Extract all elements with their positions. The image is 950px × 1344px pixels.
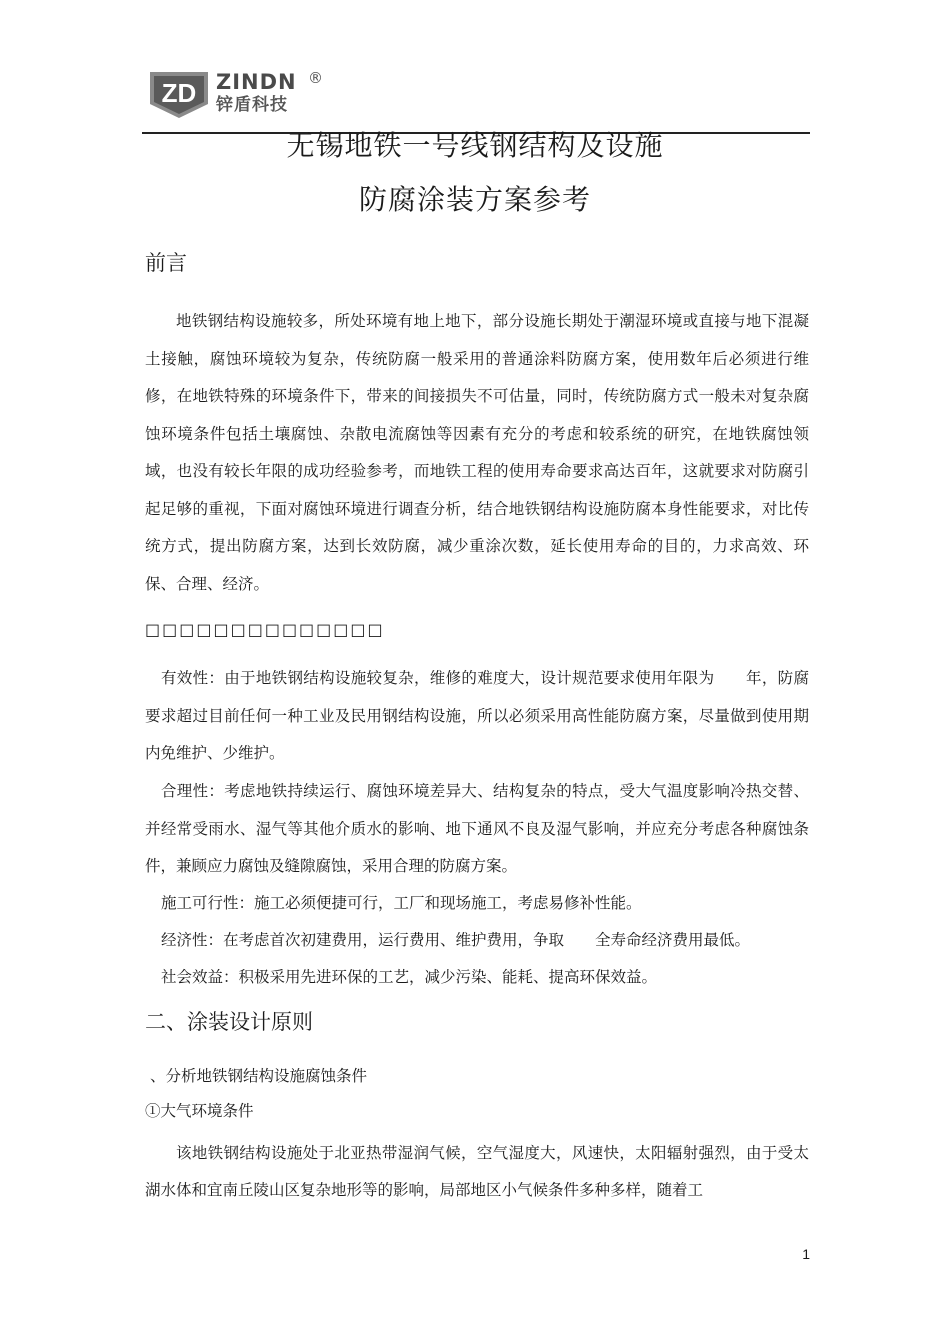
- company-logo: [146, 70, 336, 126]
- svg-text:ZD: ZD: [161, 78, 197, 108]
- feasibility-paragraph: 施工可行性：施工必须便捷可行，工厂和现场施工，考虑易修补性能。: [161, 894, 642, 912]
- preface-paragraph: 地铁钢结构设施较多，所处环境有地上地下，部分设施长期处于潮湿环境或直接与地下混凝土接触，腐蚀环境较为复杂，传统防腐一般采用的普通涂料防腐方案，使用数年后必须进行维修，在地铁特殊的环境条件下，带来的间接损失不可估量，同时，传统防腐方式一般未对复杂腐蚀环境条件包括土壤腐蚀、杂散电流腐蚀等因素有充分的考虑和较系统的研究，在地铁腐蚀领域，也没有较长年限的成功经验参考，而地铁工程的使用寿命要求高达百年，这就要求对防腐引起足够的重视，下面对腐蚀环境进行调查分析，结合地铁钢结构设施防腐本身性能要求，对比传统方式，提出防腐方案，达到长效防腐，减少重涂次数，延长使用寿命的目的，力求高效、环保、合理、经济。: [145, 312, 809, 593]
- logo-brand-text: ZINDN: [216, 70, 297, 94]
- page-number: 1: [802, 1246, 810, 1262]
- atmospheric-conditions-heading: ①大气环境条件: [145, 1102, 254, 1120]
- section-2-subheading: 、分析地铁钢结构设施腐蚀条件: [150, 1067, 368, 1085]
- logo-chinese-name: 锌盾科技: [216, 95, 288, 115]
- document-title-line-2: 防腐涂装方案参考: [358, 183, 591, 216]
- atmospheric-conditions-paragraph: 该地铁钢结构设施处于北亚热带湿润气候，空气湿度大，风速快，太阳辐射强烈，由于受太湖水体和宜南丘陵山区复杂地形等的影响，局部地区小气候条件多种多样，随着工: [145, 1144, 809, 1199]
- section-1-heading: □□□□□□□□□□□□□□: [145, 620, 385, 639]
- registered-mark: ®: [308, 69, 323, 87]
- zd-logo-icon: [146, 70, 212, 120]
- rationality-paragraph: 合理性：考虑地铁持续运行、腐蚀环境差异大、结构复杂的特点，受大气温度影响冷热交替、并经常受雨水、湿气等其他介质水的影响、地下通风不良及湿气影响，并应充分考虑各种腐蚀条件，兼顾应力腐蚀及缝隙腐蚀，采用合理的防腐方案。: [145, 782, 809, 875]
- section-2-heading: 二、涂装设计原则: [145, 1010, 313, 1034]
- effectiveness-paragraph: 有效性：由于地铁钢结构设施较复杂，维修的难度大，设计规范要求使用年限为 年，防腐要求超过目前任何一种工业及民用钢结构设施，所以必须采用高性能防腐方案，尽量做到使用期内免维护、少维护。: [145, 669, 809, 762]
- document-title-line-1: 无锡地铁一号线钢结构及设施: [286, 129, 664, 162]
- preface-heading: 前言: [145, 251, 187, 275]
- economy-paragraph: 经济性：在考虑首次初建费用，运行费用、维护费用，争取 全寿命经济费用最低。: [161, 931, 751, 949]
- social-benefit-paragraph: 社会效益：积极采用先进环保的工艺，减少污染、能耗、提高环保效益。: [161, 968, 658, 986]
